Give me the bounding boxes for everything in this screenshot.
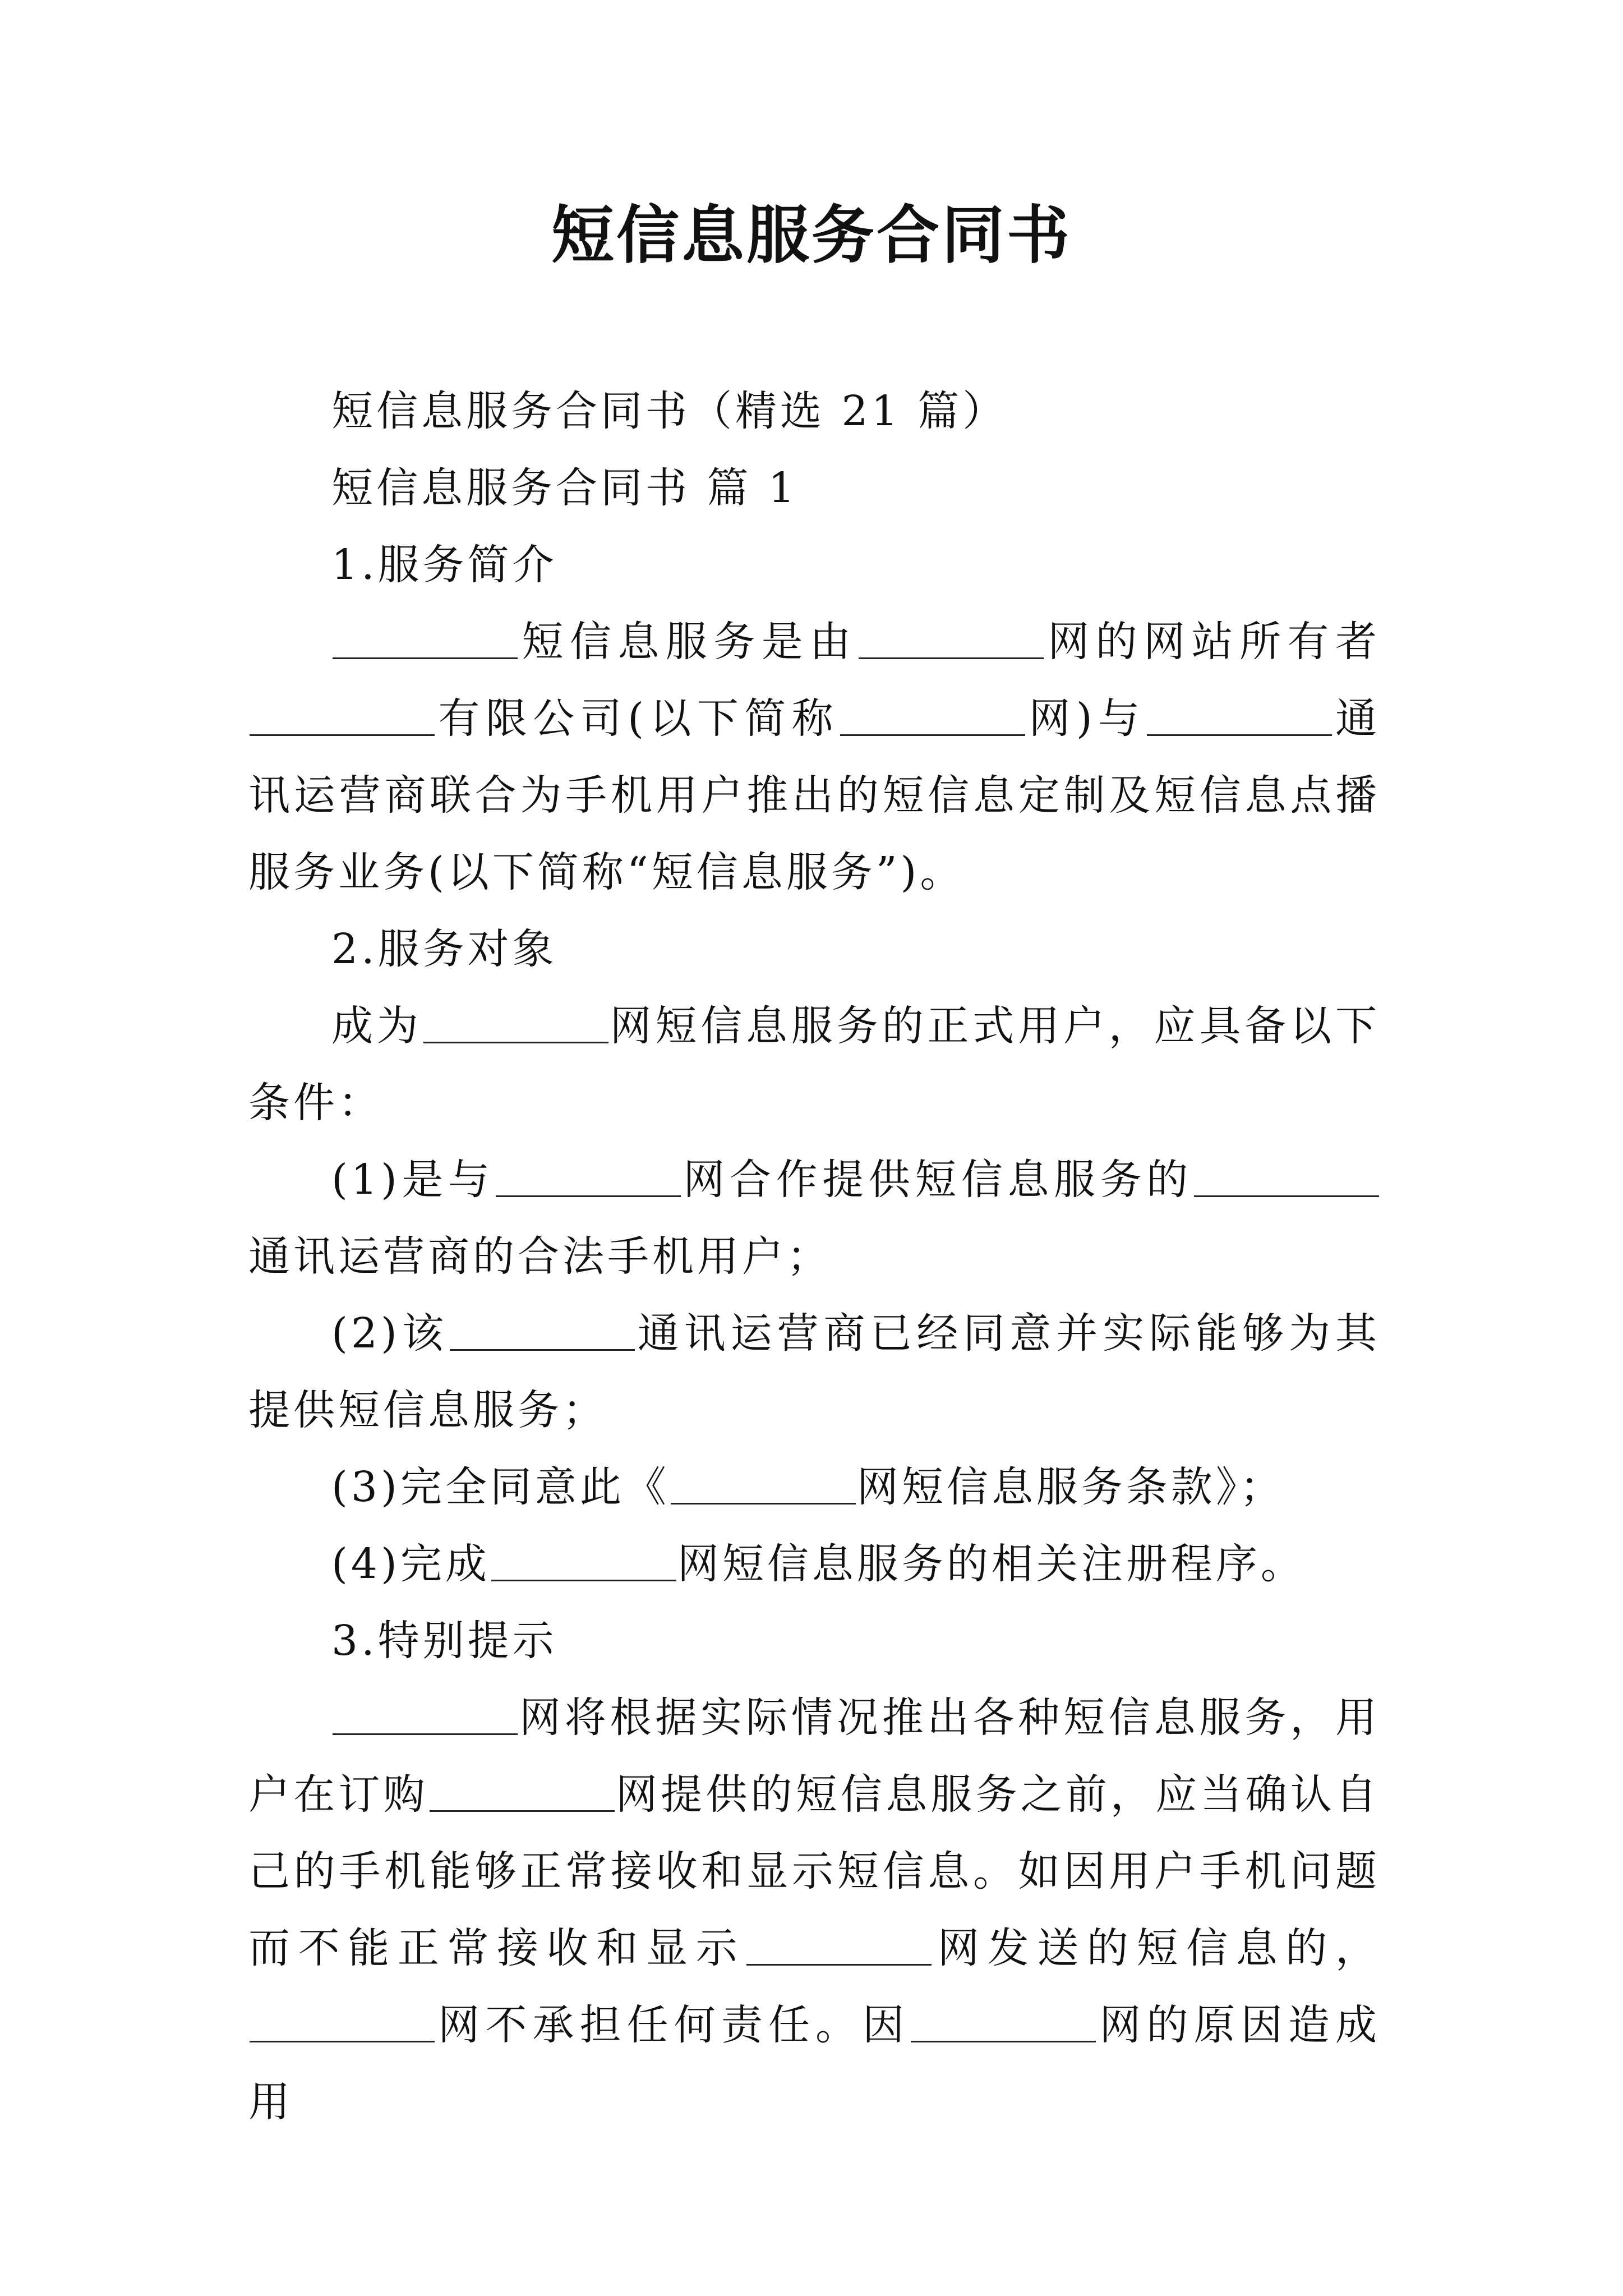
paragraph-text: (4)完成 bbox=[331, 1540, 490, 1588]
paragraph-text: 通讯运营商已经同意并实际能够为其提供短信息服务； bbox=[248, 1309, 1380, 1434]
fill-in-blank bbox=[496, 1154, 681, 1197]
paragraph-text: 3.特别提示 bbox=[331, 1617, 557, 1665]
paragraph-text: 网短信息服务条款》； bbox=[856, 1463, 1285, 1511]
paragraph-text: (2)该 bbox=[331, 1309, 449, 1358]
document-body bbox=[248, 373, 1380, 2141]
paragraph bbox=[248, 1449, 1380, 1526]
paragraph-text: 短信息服务合同书 篇 1 bbox=[331, 464, 799, 512]
document-title: 短信息服务合同书 bbox=[551, 199, 1072, 272]
paragraph-text: 网合作提供短信息服务的 bbox=[681, 1156, 1193, 1204]
paragraph-text: 通讯运营商的合法手机用户； bbox=[248, 1232, 832, 1281]
paragraph bbox=[248, 527, 1380, 604]
paragraph bbox=[248, 450, 1380, 527]
paragraph-text: 网不承担任何责任。因 bbox=[436, 2001, 910, 2049]
paragraph-text: 短信息服务是由 bbox=[519, 618, 857, 666]
paragraph-text: (1)是与 bbox=[331, 1156, 495, 1204]
paragraph bbox=[248, 373, 1380, 450]
paragraph bbox=[248, 604, 1380, 911]
paragraph-text: 网短信息服务的相关注册程序。 bbox=[677, 1540, 1306, 1588]
paragraph bbox=[248, 1603, 1380, 1680]
paragraph-text: 有限公司(以下简称 bbox=[436, 694, 840, 743]
paragraph-text: 网的网站所有者 bbox=[1044, 618, 1381, 666]
paragraph bbox=[248, 988, 1380, 1142]
paragraph-text: 网提供的短信息服务之前，应当确认自己的手机能够正常接收和显示短信息。如因用户手机问题而不能正常接收和显示 bbox=[248, 1770, 1381, 1972]
paragraph-text: 成为 bbox=[331, 1002, 422, 1050]
paragraph-text: (3)完全同意此《 bbox=[331, 1463, 670, 1511]
paragraph-text: 网的原因造成用 bbox=[248, 2001, 1381, 2126]
fill-in-blank bbox=[491, 1538, 676, 1581]
paragraph bbox=[248, 1142, 1380, 1295]
fill-in-blank bbox=[450, 1308, 635, 1351]
paragraph bbox=[248, 1295, 1380, 1449]
paragraph-text: 网)与 bbox=[1026, 694, 1146, 743]
fill-in-blank bbox=[1194, 1154, 1379, 1197]
fill-in-blank bbox=[859, 616, 1044, 659]
fill-in-blank bbox=[250, 1999, 435, 2042]
paragraph-text: 1.服务简介 bbox=[331, 541, 557, 589]
paragraph-text: 网将根据实际情况推出各种短信息服务，用户在订购 bbox=[248, 1694, 1380, 1819]
fill-in-blank bbox=[1147, 693, 1332, 736]
paragraph bbox=[248, 1526, 1380, 1603]
fill-in-blank bbox=[430, 1769, 615, 1812]
fill-in-blank bbox=[423, 1000, 608, 1043]
fill-in-blank bbox=[250, 693, 435, 736]
fill-in-blank bbox=[671, 1461, 856, 1504]
paragraph-text: 网短信息服务的正式用户，应具备以下条件： bbox=[248, 1002, 1381, 1127]
fill-in-blank bbox=[333, 616, 518, 659]
paragraph bbox=[248, 911, 1380, 988]
fill-in-blank bbox=[333, 1692, 518, 1735]
paragraph-text: 网发送的短信息的， bbox=[933, 1924, 1381, 1972]
paragraph bbox=[248, 1680, 1380, 2141]
paragraph-text: 2.服务对象 bbox=[331, 925, 557, 973]
fill-in-blank bbox=[746, 1922, 932, 1966]
paragraph-text: 通讯运营商联合为手机用户推出的短信息定制及短信息点播服务业务(以下简称“短信息服务”)。 bbox=[248, 694, 1381, 896]
fill-in-blank bbox=[840, 693, 1025, 736]
paragraph-text: 短信息服务合同书（精选 21 篇） bbox=[331, 387, 1008, 435]
fill-in-blank bbox=[911, 1999, 1096, 2042]
